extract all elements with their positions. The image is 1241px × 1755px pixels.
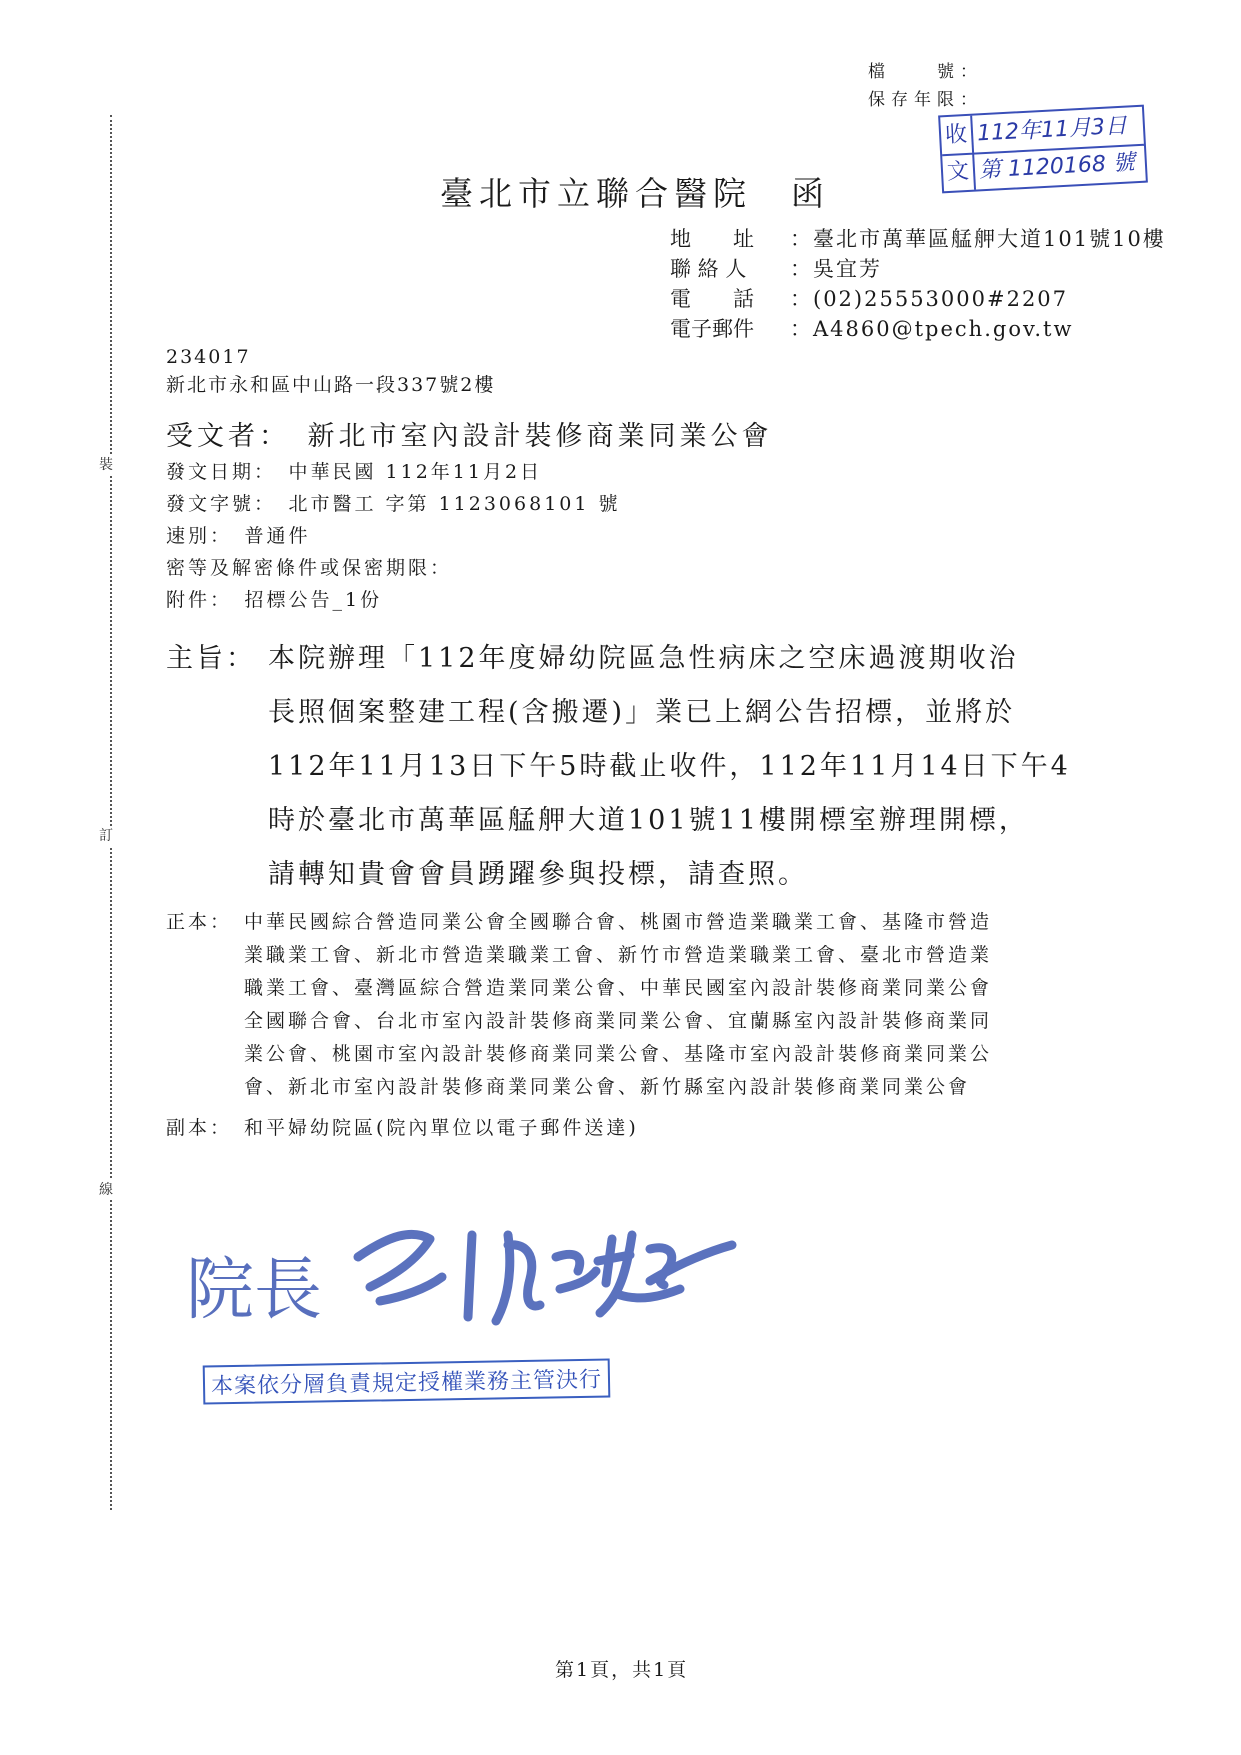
stamp-date: 112年11月3日	[976, 113, 1128, 147]
binding-char-xian: 線	[99, 1182, 113, 1198]
binding-line	[110, 115, 112, 1510]
confidentiality: 密等及解密條件或保密期限：	[166, 557, 453, 579]
subject-label: 主旨：	[166, 643, 256, 674]
stamp-receive-char: 收	[940, 116, 974, 155]
stamp-number: 第 1120168 號	[978, 150, 1136, 184]
approval-stamp: 本案依分層負責規定授權業務主管決行	[203, 1358, 611, 1404]
contact-label: 電 話	[670, 287, 754, 311]
contact-block	[670, 224, 1166, 344]
binding-char-ding: 訂	[99, 828, 113, 844]
page-number: 第1頁，共1頁	[555, 1659, 689, 1681]
main-recipients-label: 正本：	[166, 911, 233, 933]
signature-scrawl	[358, 1234, 732, 1321]
subject-line: 本院辦理「112年度婦幼院區急性病床之空床過渡期收治	[268, 643, 1019, 674]
contact-label: 聯 絡 人	[670, 257, 747, 281]
recipient-address: 新北市永和區中山路一段337號2樓	[166, 374, 496, 396]
contact-email	[670, 314, 1166, 344]
retention-label: 保存年限：	[868, 90, 983, 110]
document-title: 臺北市立聯合醫院 函	[440, 174, 830, 213]
stamp-doc-char: 文	[942, 153, 976, 192]
file-number-label: 檔 號：	[868, 62, 983, 82]
recipient-line: 業職業工會、新北市營造業職業工會、新竹市營造業職業工會、臺北市營造業	[244, 944, 993, 966]
recipient-line: 全國聯合會、台北市室內設計裝修商業同業公會、宜蘭縣室內設計裝修商業同	[244, 1010, 993, 1032]
main-recipients	[244, 906, 992, 1104]
document-fields	[166, 456, 621, 616]
issue-date: 發文日期： 中華民國 112年11月2日	[166, 461, 543, 483]
delivery-speed: 速別： 普通件	[166, 525, 311, 547]
subject-body	[268, 632, 1071, 902]
attachment: 附件： 招標公告_1份	[166, 589, 383, 611]
recipient-line: 中華民國綜合營造同業公會全國聯合會、桃園市營造業職業工會、基隆市營造	[244, 911, 993, 933]
recipient-postcode: 234017	[166, 346, 251, 368]
director-signature	[180, 1205, 740, 1355]
recipient-line: 會、新北市室內設計裝修商業同業公會、新竹縣室內設計裝修商業同業公會	[244, 1076, 971, 1098]
contact-value: ：A4860@tpech.gov.tw	[790, 317, 1074, 341]
document-number: 發文字號： 北市醫工 字第 1123068101 號	[166, 493, 621, 515]
binding-char-zhuang: 裝	[99, 457, 113, 473]
contact-address	[670, 224, 1166, 254]
contact-person	[670, 254, 1166, 284]
copy-recipients: 和平婦幼院區(院內單位以電子郵件送達)	[244, 1117, 639, 1139]
contact-phone	[670, 284, 1166, 314]
signature-title-stamp: 院長	[186, 1251, 323, 1330]
subject-line: 112年11月13日下午5時截止收件，112年11月14日下午4	[268, 751, 1071, 782]
subject-line: 請轉知貴會會員踴躍參與投標，請查照。	[268, 859, 808, 890]
contact-value: ：臺北市萬華區艋舺大道101號10樓	[790, 227, 1166, 251]
recipient-line: 職業工會、臺灣區綜合營造業同業公會、中華民國室內設計裝修商業同業公會	[244, 977, 993, 999]
receiver: 受文者： 新北市室內設計裝修商業同業公會	[166, 421, 773, 452]
subject-line: 時於臺北市萬華區艋舺大道101號11樓開標室辦理開標，	[268, 805, 1029, 836]
subject-line: 長照個案整建工程(含搬遷)」業已上網公告招標，並將於	[268, 697, 1016, 728]
contact-label: 地 址	[670, 227, 754, 251]
recipient-line: 業公會、桃園市室內設計裝修商業同業公會、基隆市室內設計裝修商業同業公	[244, 1043, 993, 1065]
receipt-stamp	[938, 105, 1148, 194]
copy-recipients-label: 副本：	[166, 1117, 233, 1139]
contact-label: 電子郵件	[670, 317, 754, 341]
contact-value: ：吳宜芳	[790, 257, 882, 281]
contact-value: ：(02)25553000#2207	[790, 287, 1069, 311]
